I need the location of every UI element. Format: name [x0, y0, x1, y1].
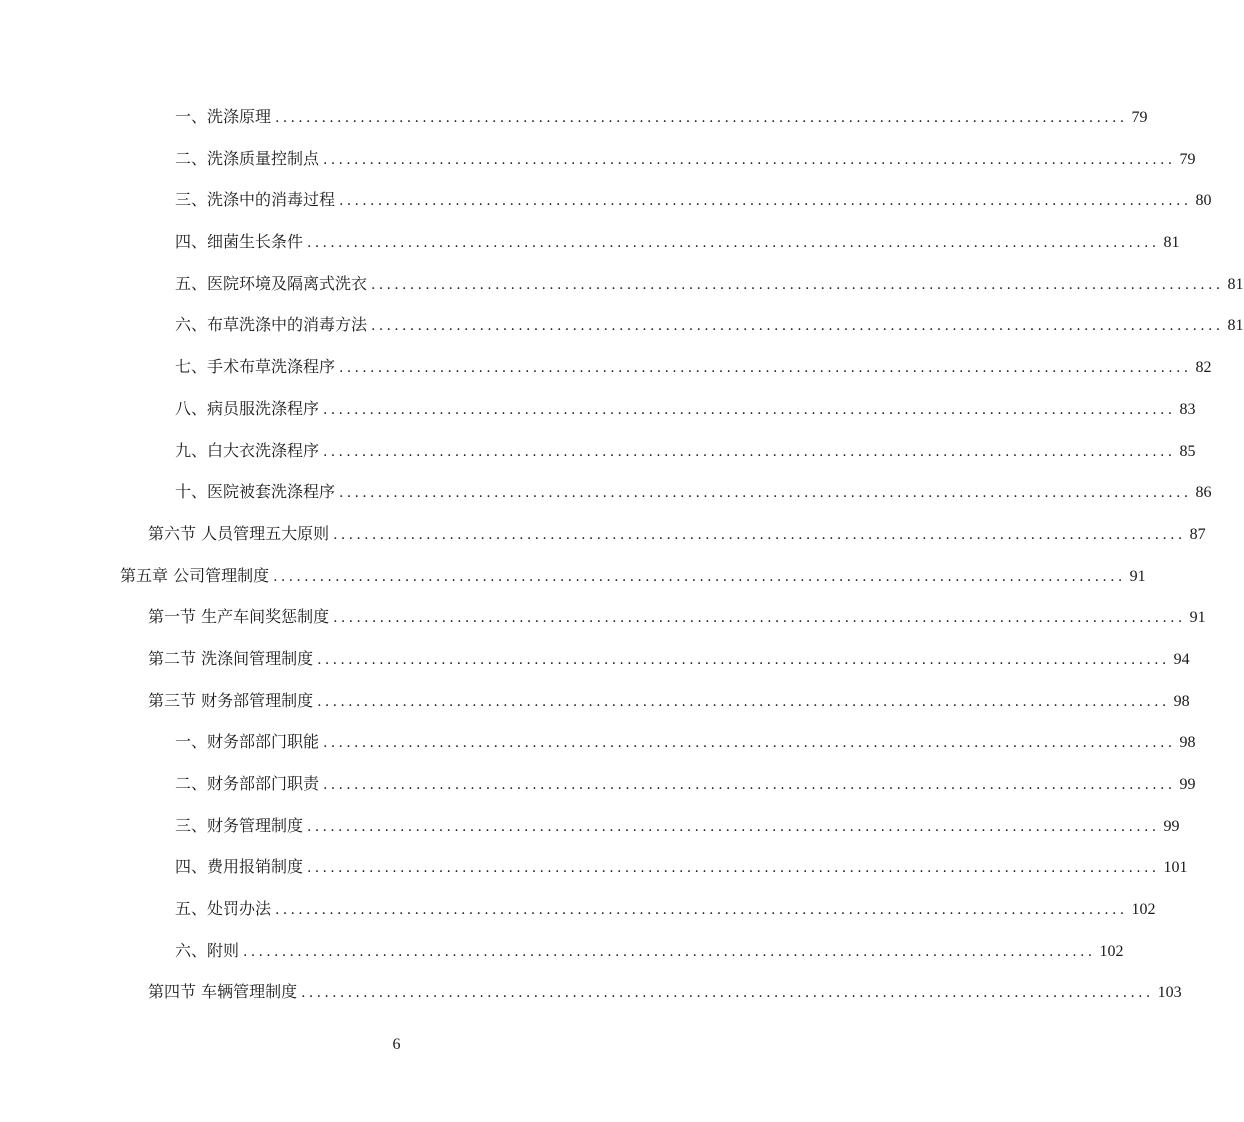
toc-dot-leader: ..............................................................................................................	[323, 151, 1176, 168]
toc-entry-page: 81	[1227, 317, 1244, 335]
toc-entry[interactable]	[0, 721, 1196, 763]
toc-entry-page: 91	[1189, 609, 1206, 627]
toc-entry-title: 二、洗涤质量控制点	[175, 148, 320, 168]
toc-entry-title: 三、洗涤中的消毒过程	[175, 190, 336, 210]
toc-entry-title: 三、财务管理制度	[175, 815, 304, 835]
toc-entry-page: 81	[1227, 275, 1244, 293]
toc-entry[interactable]	[0, 930, 1124, 972]
toc-entry-title: 第二节 洗涤间管理制度	[148, 648, 314, 668]
toc-entry-page: 99	[1163, 817, 1180, 835]
toc-entry[interactable]	[0, 846, 1188, 888]
toc-entry-title: 第三节 财务部管理制度	[148, 690, 314, 710]
toc-section-entry[interactable]	[0, 513, 1206, 555]
toc-entry-page: 80	[1195, 192, 1212, 210]
toc-dot-leader: ..............................................................................................................	[371, 318, 1224, 335]
toc-section-entry[interactable]	[0, 638, 1190, 680]
toc-entry[interactable]	[0, 221, 1180, 263]
toc-dot-leader: ..............................................................................................................	[323, 401, 1176, 418]
toc-entry-page: 79	[1179, 150, 1196, 168]
toc-entry[interactable]	[0, 138, 1196, 180]
toc-dot-leader: ..............................................................................................................	[275, 902, 1128, 919]
toc-dot-leader: ..............................................................................................................	[333, 526, 1186, 543]
toc-entry-page: 102	[1131, 901, 1156, 919]
toc-entry[interactable]	[0, 388, 1196, 430]
toc-section-entry[interactable]	[0, 680, 1190, 722]
toc-entry-title: 五、医院环境及隔离式洗衣	[175, 273, 368, 293]
toc-entry-page: 101	[1163, 859, 1188, 877]
toc-dot-leader: ..............................................................................................................	[339, 485, 1192, 502]
toc-entry-title: 六、布草洗涤中的消毒方法	[175, 315, 368, 335]
toc-entry-page: 94	[1173, 650, 1190, 668]
toc-entry-title: 二、财务部部门职责	[175, 774, 320, 793]
toc-entry[interactable]	[0, 346, 1212, 388]
toc-dot-leader: ..............................................................................................................	[371, 276, 1224, 293]
toc-entry-page: 98	[1179, 734, 1196, 752]
toc-entry[interactable]	[0, 304, 1244, 346]
toc-dot-leader: ..............................................................................................................	[317, 651, 1170, 668]
toc-entry-page: 82	[1195, 359, 1212, 377]
toc-dot-leader: ..............................................................................................................	[333, 610, 1186, 627]
toc-section-entry[interactable]	[0, 971, 1182, 1013]
toc-entry-title: 第一节 生产车间奖惩制度	[148, 607, 330, 627]
toc-entry[interactable]	[0, 888, 1156, 930]
toc-entry-page: 79	[1131, 109, 1148, 126]
toc-chapter-entry[interactable]	[0, 555, 1146, 597]
toc-entry-title: 八、病员服洗涤程序	[175, 398, 320, 418]
table-of-contents	[0, 96, 1244, 1013]
toc-entry-title: 一、财务部部门职能	[175, 732, 320, 752]
toc-entry-title: 第六节 人员管理五大原则	[148, 523, 330, 543]
toc-entry-title: 第四节 车辆管理制度	[148, 982, 298, 1002]
toc-entry-page: 91	[1129, 567, 1146, 585]
toc-dot-leader: ..............................................................................................................	[317, 693, 1170, 710]
toc-entry-title: 十、医院被套洗涤程序	[175, 482, 336, 502]
toc-dot-leader: ..............................................................................................................	[243, 943, 1096, 960]
toc-dot-leader: ..............................................................................................................	[273, 568, 1126, 585]
toc-entry-title: 第五章 公司管理制度	[120, 565, 270, 585]
toc-entry-page: 103	[1157, 984, 1182, 1002]
toc-dot-leader: ..............................................................................................................	[307, 818, 1160, 835]
toc-entry-page: 99	[1179, 776, 1196, 793]
toc-entry[interactable]	[0, 471, 1212, 513]
page-number: 6	[392, 1036, 401, 1053]
toc-entry-title: 九、白大衣洗涤程序	[175, 440, 320, 460]
toc-entry[interactable]	[0, 430, 1196, 472]
toc-dot-leader: ..............................................................................................................	[339, 360, 1192, 377]
toc-entry-page: 98	[1173, 692, 1190, 710]
toc-entry-page: 85	[1179, 442, 1196, 460]
toc-entry[interactable]	[0, 179, 1212, 221]
toc-dot-leader: ..............................................................................................................	[339, 193, 1192, 210]
toc-dot-leader: ..............................................................................................................	[307, 860, 1160, 877]
toc-entry-page: 83	[1179, 400, 1196, 418]
toc-dot-leader: ..............................................................................................................	[307, 235, 1160, 252]
toc-entry[interactable]	[0, 805, 1180, 847]
toc-entry-title: 四、费用报销制度	[175, 857, 304, 877]
toc-entry-title: 四、细菌生长条件	[175, 232, 304, 252]
toc-entry-page: 102	[1099, 942, 1124, 960]
toc-entry-title: 五、处罚办法	[175, 899, 272, 919]
toc-dot-leader: ..............................................................................................................	[323, 443, 1176, 460]
toc-entry[interactable]	[0, 263, 1244, 305]
toc-entry-page: 86	[1195, 484, 1212, 502]
toc-dot-leader: ..............................................................................................................	[323, 777, 1176, 793]
toc-entry-page: 87	[1189, 525, 1206, 543]
toc-section-entry[interactable]	[0, 596, 1206, 638]
toc-entry-title: 七、手术布草洗涤程序	[175, 357, 336, 377]
toc-dot-leader: ..............................................................................................................	[275, 110, 1128, 126]
toc-entry-page: 81	[1163, 234, 1180, 252]
toc-entry-title: 六、附则	[175, 940, 240, 960]
toc-entry[interactable]	[0, 96, 1148, 138]
toc-entry[interactable]	[0, 763, 1196, 805]
toc-entry-title: 一、洗涤原理	[175, 107, 272, 126]
toc-dot-leader: ..............................................................................................................	[301, 985, 1154, 1002]
toc-dot-leader: ..............................................................................................................	[323, 735, 1176, 752]
